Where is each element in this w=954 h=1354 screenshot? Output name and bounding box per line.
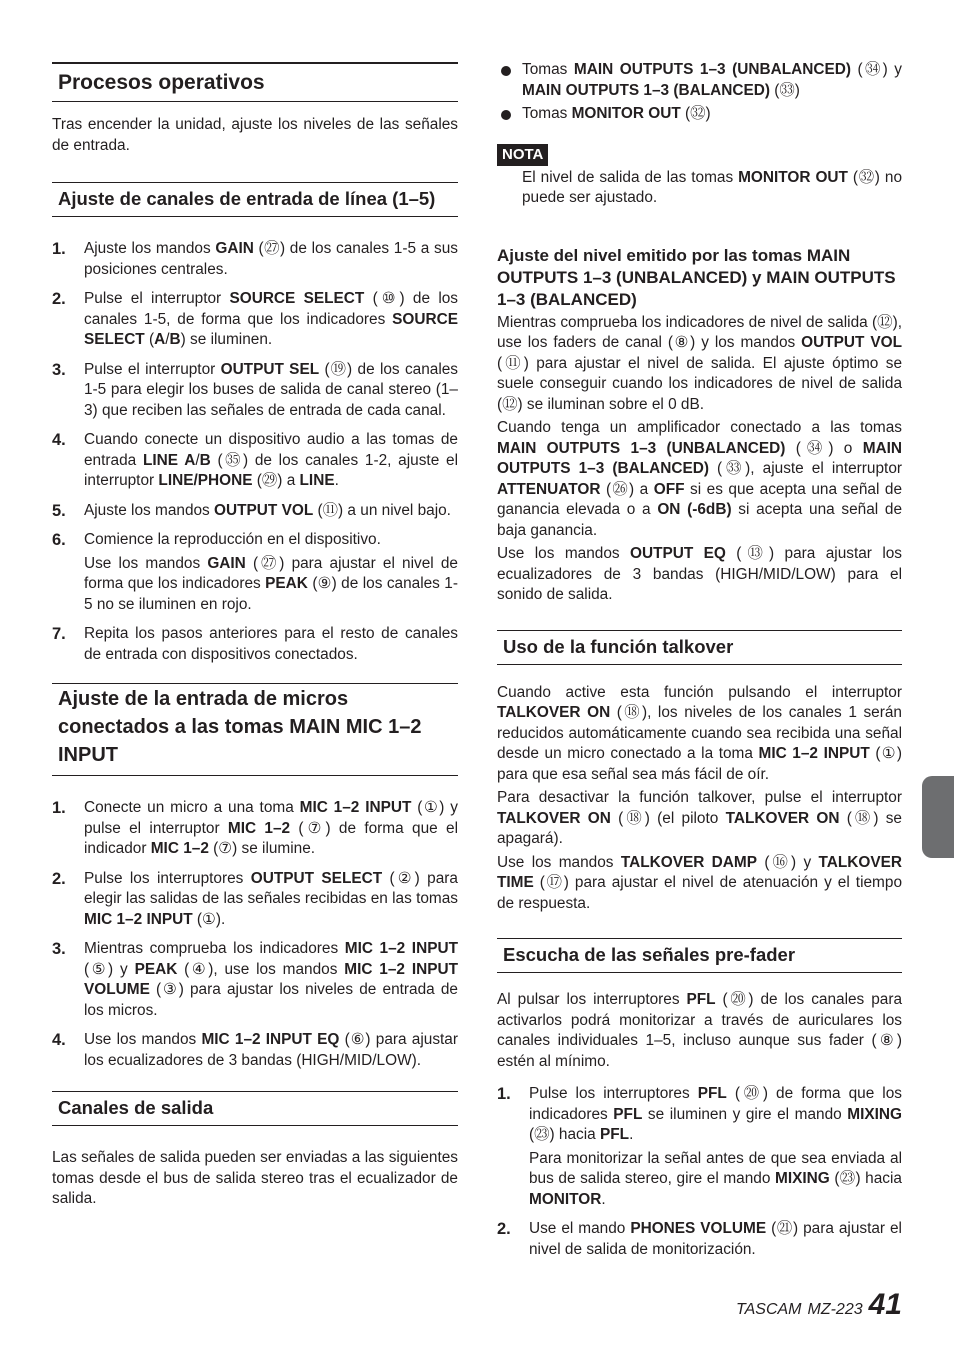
step-text: Mientras comprueba los indicadores MIC 1–2 INPUT (⑤) y PEAK (④), use los mandos MIC 1–2 INPUT VOLUME (③) para ajustar los niveles de entrada de los micros. xyxy=(84,940,458,1019)
list-item xyxy=(52,1030,458,1071)
list-item xyxy=(52,869,458,931)
linea-steps xyxy=(52,239,458,665)
step-text: Pulse los interruptores OUTPUT SELECT (②) para elegir las salidas de las señales recibidas en las tomas MIC 1–2 INPUT (①). xyxy=(84,869,458,928)
procesos-intro: Tras encender la unidad, ajuste los niveles de las señales de entrada. xyxy=(52,116,458,154)
talkover-paragraph: Para desactivar la función talkover, pulse el interruptor TALKOVER ON (⑱) (el piloto TALKOVER ON (⑱) se apagará). xyxy=(497,789,902,847)
talkover-paragraph: Cuando active esta función pulsando el interruptor TALKOVER ON (⑱), los niveles de los canales 1 serán reducidos automáticamente cuando sea recibida una señal desde un micro conectado a la toma MIC 1–2 INPUT (①) para que esa señal sea más fácil de oír. xyxy=(497,683,902,783)
section-title-talkover: Uso de la función talkover xyxy=(497,630,902,665)
nivel-paragraph: Cuando tenga un amplificador conectado a las tomas MAIN OUTPUTS 1–3 (UNBALANCED) (㉞) o MAIN OUTPUTS 1–3 (BALANCED) (㉝), ajuste el interruptor ATTENUATOR (㉖) a OFF si es que acepta una señal de ganancia elevada o a ON (-6dB) si acepta una señal de baja ganancia. xyxy=(497,419,903,539)
footer-model: MZ-223 xyxy=(807,1301,863,1318)
section-title-prefader: Escucha de las señales pre-fader xyxy=(497,938,902,973)
step-number: 4. xyxy=(52,1031,66,1049)
step-number: 6. xyxy=(52,531,66,549)
nota-label: NOTA xyxy=(497,144,548,166)
step-text: Ajuste los mandos GAIN (㉗) de los canales 1-5 a sus posiciones centrales. xyxy=(84,240,458,278)
step-number: 1. xyxy=(497,1085,511,1103)
list-item xyxy=(52,239,458,280)
list-item xyxy=(52,530,458,615)
step-number: 3. xyxy=(52,940,66,958)
list-item xyxy=(52,939,458,1021)
chapter-tab xyxy=(922,776,954,858)
step-number: 3. xyxy=(52,360,66,379)
talkover-paragraph: Use los mandos TALKOVER DAMP (⑯) y TALKOVER TIME (⑰) para ajustar el nivel de atenuación y el tiempo de respuesta. xyxy=(497,853,902,912)
section-title-salida: Canales de salida xyxy=(52,1091,458,1126)
page-number: 41 xyxy=(868,1288,902,1321)
section-title-nivel: Ajuste del nivel emitido por las tomas MAIN OUTPUTS 1–3 (UNBALANCED) y MAIN OUTPUTS 1–3 (BALANCED) xyxy=(497,245,896,309)
step-text: Comience la reproducción en el dispositivo. xyxy=(84,531,381,548)
salida-text: Las señales de salida pueden ser enviadas a las siguientes tomas desde el bus de salida stereo tras el ecualizador de salida. xyxy=(52,1149,458,1207)
bullet-monitor-out: Tomas MONITOR OUT (㉜) xyxy=(497,104,902,125)
section-title-procesos: Procesos operativos xyxy=(52,62,458,102)
list-item xyxy=(52,501,458,522)
list-item xyxy=(52,430,458,492)
left-column xyxy=(52,62,458,1213)
step-number: 5. xyxy=(52,501,66,520)
step-text: Ajuste los mandos OUTPUT VOL (⑪) a un nivel bajo. xyxy=(84,501,451,519)
micros-steps xyxy=(52,798,458,1071)
list-item xyxy=(52,289,458,351)
step-number: 4. xyxy=(52,431,66,449)
step-text: Pulse los interruptores PFL (⑳) de forma que los indicadores PFL se iluminen y gire el mando MIXING (㉓) hacia PFL. xyxy=(529,1085,902,1143)
step-text: Cuando conecte un dispositivo audio a las tomas de entrada LINE A/B (㉟) de los canales 1-2, ajuste el interruptor LINE/PHONE (㉙) a LINE. xyxy=(84,431,458,489)
bullet-dot-icon xyxy=(501,110,511,120)
right-column xyxy=(497,60,902,1269)
list-item xyxy=(497,1219,902,1260)
nivel-paragraph: Use los mandos OUTPUT EQ (⑬) para ajustar los ecualizadores de 3 bandas (HIGH/MID/LOW) para el sonido de salida. xyxy=(497,545,903,603)
nota-text: El nivel de salida de las tomas MONITOR OUT (㉜) no puede ser ajustado. xyxy=(522,168,903,206)
footer-brand: TASCAM xyxy=(736,1301,802,1318)
step-number: 1. xyxy=(52,240,66,258)
output-jacks-list xyxy=(497,60,902,125)
section-title-linea: Ajuste de canales de entrada de línea (1–5) xyxy=(52,182,458,217)
list-item xyxy=(52,798,458,860)
list-item xyxy=(497,1084,902,1210)
step-number: 1. xyxy=(52,799,66,817)
prefader-intro: Al pulsar los interruptores PFL (⑳) de los canales para activarlos podrá monitorizar a través de auriculares los canales individuales 1–5, incluso aunque sus fader (⑧) estén al mínimo. xyxy=(497,991,902,1070)
step-text: Pulse el interruptor SOURCE SELECT (⑩) de los canales 1-5, de forma que los indicadores SOURCE SELECT (A/B) se iluminen. xyxy=(84,290,458,348)
bullet-dot-icon xyxy=(501,66,511,76)
bullet-main-outputs: Tomas MAIN OUTPUTS 1–3 (UNBALANCED) (㉞) y MAIN OUTPUTS 1–3 (BALANCED) (㉝) xyxy=(497,60,902,101)
step-text: Repita los pasos anteriores para el resto de canales de entrada con dispositivos conectados. xyxy=(84,625,458,663)
step-text: Use los mandos MIC 1–2 INPUT EQ (⑥) para ajustar los ecualizadores de 3 bandas (HIGH/MID/LOW). xyxy=(84,1031,458,1069)
step-text: Use el mando PHONES VOLUME (㉑) para ajustar el nivel de salida de monitorización. xyxy=(529,1220,902,1258)
nivel-paragraph: Mientras comprueba los indicadores de nivel de salida (⑫), use los faders de canal (⑧) y los mandos OUTPUT VOL (⑪) para ajustar el nivel de salida. El ajuste óptimo se suele conseguir cuando los indicadores de nivel de salida (⑫) se iluminan sobre el 0 dB. xyxy=(497,313,902,413)
step-text: Conecte un micro a una toma MIC 1–2 INPUT (①) y pulse el interruptor MIC 1–2 (⑦) de forma que el indicador MIC 1–2 (⑦) se ilumine. xyxy=(84,799,458,857)
list-item xyxy=(52,360,458,422)
step-number: 2. xyxy=(497,1220,511,1238)
step-number: 7. xyxy=(52,625,66,643)
step-extra-text: Para monitorizar la señal antes de que sea enviada al bus de salida stereo, gire el mando MIXING (㉓) hacia MONITOR. xyxy=(529,1149,902,1208)
prefader-steps xyxy=(497,1084,902,1260)
step-extra-text: Use los mandos GAIN (㉗) para ajustar el nivel de forma que los indicadores PEAK (⑨) de los canales 1-5 no se iluminen en rojo. xyxy=(84,554,458,613)
section-title-micros: Ajuste de la entrada de micros conectados a las tomas MAIN MIC 1–2 INPUT xyxy=(52,683,458,776)
page-footer xyxy=(736,1288,902,1322)
step-number: 2. xyxy=(52,869,66,888)
step-text: Pulse el interruptor OUTPUT SEL (⑲) de los canales 1-5 para elegir los buses de salida de canal stereo (1–3) que reciben las señales de entrada de cada canal. xyxy=(84,360,458,419)
step-number: 2. xyxy=(52,290,66,308)
list-item xyxy=(52,624,458,665)
